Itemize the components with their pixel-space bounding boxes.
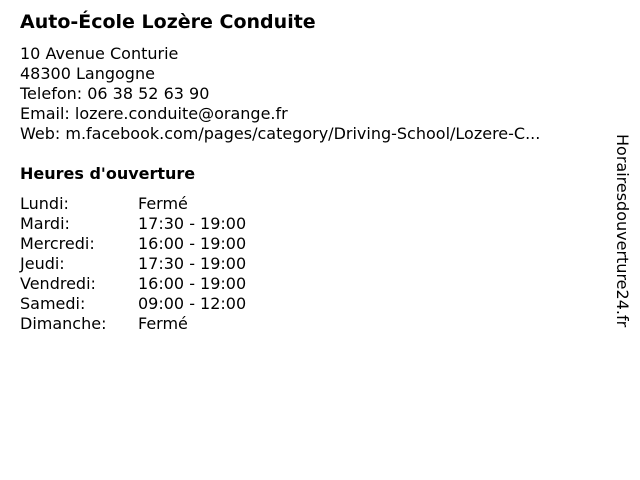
address-street: 10 Avenue Conturie (20, 44, 179, 63)
web-label: Web: (20, 124, 61, 143)
day-label: Mercredi: (20, 234, 95, 253)
day-hours: 09:00 - 12:00 (138, 294, 247, 313)
email-label: Email: (20, 104, 70, 123)
hours-row-thursday (20, 254, 340, 274)
hours-row-monday (20, 194, 340, 214)
business-contact (20, 44, 540, 144)
hours-row-friday (20, 274, 340, 294)
web-line (20, 124, 540, 144)
day-hours: 17:30 - 19:00 (138, 254, 247, 273)
opening-hours-list (20, 194, 340, 334)
day-label: Lundi: (20, 194, 69, 213)
address-city: 48300 Langogne (20, 64, 155, 83)
day-label: Samedi: (20, 294, 86, 313)
hours-row-saturday (20, 294, 340, 314)
day-label: Vendredi: (20, 274, 96, 293)
day-hours: 16:00 - 19:00 (138, 234, 247, 253)
phone-number[interactable]: 06 38 52 63 90 (87, 84, 210, 103)
hours-row-sunday (20, 314, 340, 334)
hours-heading: Heures d'ouverture (20, 164, 196, 183)
phone-label: Telefon: (20, 84, 83, 103)
email-address[interactable]: lozere.conduite@orange.fr (74, 104, 288, 123)
hours-row-wednesday (20, 234, 340, 254)
web-link[interactable]: m.facebook.com/pages/category/Driving-School/Lozere-C... (65, 124, 541, 143)
day-hours: Fermé (138, 194, 188, 213)
site-watermark: Horairesdouverture24.fr (613, 134, 632, 328)
day-label: Dimanche: (20, 314, 107, 333)
business-name: Auto-École Lozère Conduite (20, 11, 316, 33)
day-label: Mardi: (20, 214, 70, 233)
day-hours: 16:00 - 19:00 (138, 274, 247, 293)
email-line (20, 104, 540, 124)
day-hours: 17:30 - 19:00 (138, 214, 247, 233)
phone-line (20, 84, 540, 104)
day-hours: Fermé (138, 314, 188, 333)
hours-row-tuesday (20, 214, 340, 234)
day-label: Jeudi: (20, 254, 65, 273)
